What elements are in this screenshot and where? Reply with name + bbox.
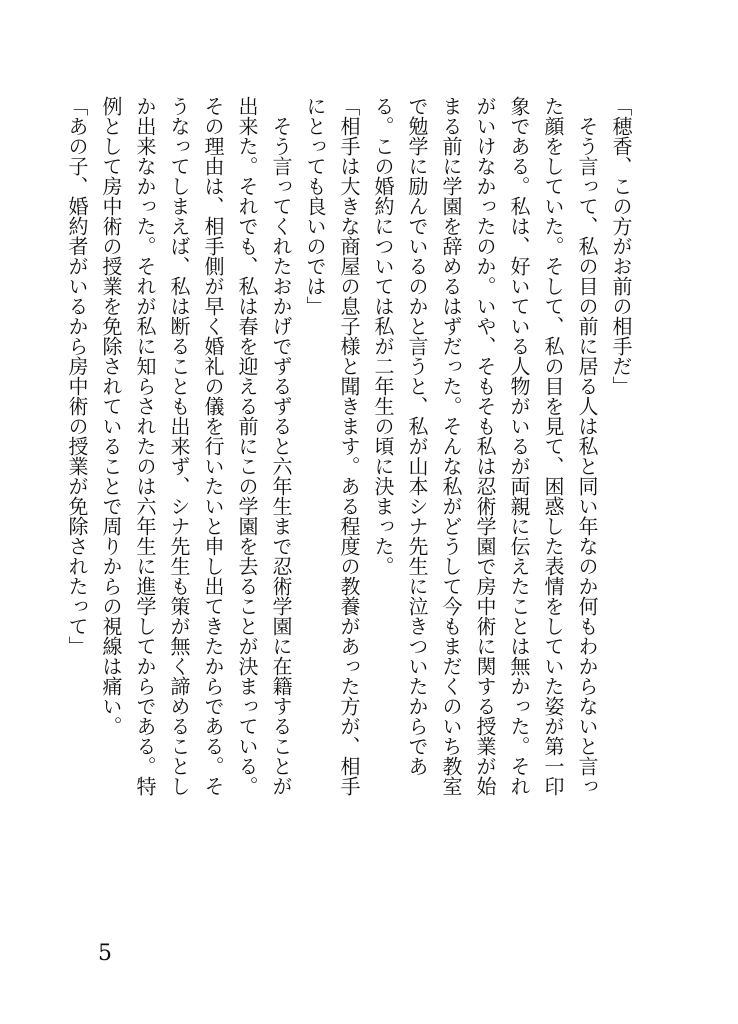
paragraph-2: そう言って、私の目の前に居る人は私と同い年なのか何もわからないと言った顔をしていた。そして、私の目を見て、困惑した表情をしていた姿が第一印象である。私は、好いている人物がいるが両親に伝えたことは無かった。それがいけなかったのか。いや、そもそも私は忍術学園で房中術に関する授業が始まる前に学園を辞めるはずだった。そんな私がどうして今もまだくのいち教室で勉学に励んでいるのかと言うと、私が山本シナ先生に泣きついたからである。この婚約については私が二年生の頃に決まった。 bbox=[371, 96, 599, 796]
body-text bbox=[65, 96, 638, 796]
page-number: 5 bbox=[98, 941, 112, 966]
paragraph-1: 「穂香、この方がお前の相手だ」 bbox=[609, 96, 633, 396]
paragraph-5: 「あの子、婚約者がいるから房中術の授業が免除されたって」 bbox=[65, 96, 89, 656]
paragraph-4: そう言ってくれたおかげでずるずると六年生まで忍術学園に在籍することが出来た。それでも、私は春を迎える前にこの学園を去ることが決まっている。その理由は、相手側が早く婚礼の儀を行いたいと申し出てきたからである。そうなってしまえば、私は断ることも出来ず、シナ先生も策が無く諦めることしか出来なかった。それが私に知らされたのは六年生に進学してからである。特例として房中術の授業を免除されていることで周りからの視線は痛い。 bbox=[99, 96, 293, 796]
paragraph-3: 「相手は大きな商屋の息子様と聞きます。ある程度の教養があった方が、相手にとっても良いのでは」 bbox=[303, 96, 361, 796]
